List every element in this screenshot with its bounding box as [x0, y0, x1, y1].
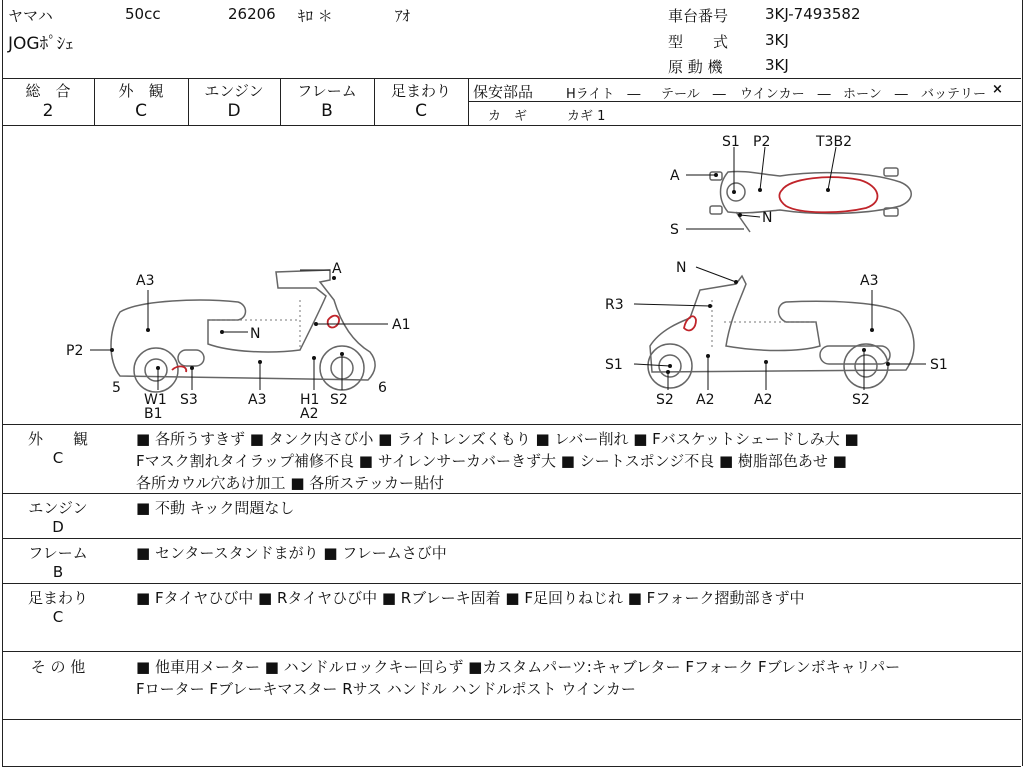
notes-engine-label: エンジン	[28, 499, 88, 517]
safety-headlight: Hライト ―	[566, 87, 641, 102]
label-n-left: N	[250, 326, 261, 342]
label-n: N	[762, 210, 773, 226]
notes-frame-line: ■ センタースタンドまがり ■ フレームさび中	[136, 544, 447, 562]
safety-horn: ホーン ―	[843, 87, 908, 102]
exterior-label: 外 観	[118, 82, 164, 100]
engine-label: 原 動 機	[668, 58, 723, 76]
label-a: A	[670, 168, 680, 184]
divider	[2, 424, 1021, 425]
label-a2-front: A2	[696, 392, 715, 408]
safety-battery: バッテリー	[921, 87, 987, 102]
lot-number: 26206	[228, 5, 276, 23]
label-6: 6	[378, 380, 387, 396]
notes-other-line: ■ 他車用メーター ■ ハンドルロックキー回らず ■カスタムパーツ:キャブレター Fフォーク Fブレンボキャリパー	[136, 658, 901, 676]
suspension-grade: C	[415, 101, 427, 121]
overall-grade: 2	[42, 101, 54, 121]
scooter-top-view	[686, 147, 911, 232]
notes-other-label: そ の 他	[30, 658, 86, 676]
engine-grade: D	[227, 101, 241, 121]
label-p2-left: P2	[66, 343, 84, 359]
notes-engine-line: ■ 不動 キック問題なし	[136, 499, 295, 517]
key-label: カ ギ	[488, 109, 528, 124]
damage-diagram	[0, 126, 1024, 424]
label-a2-left: A2	[300, 406, 319, 422]
color: ｱｵ	[395, 7, 411, 25]
notes-exterior-line: Fマスク割れタイラップ補修不良 ■ サイレンサーカバーきず大 ■ シートスポンジ不良 ■ 樹脂部色あせ ■	[136, 452, 847, 470]
notes-exterior-grade: C	[52, 449, 64, 467]
label-a3-top: A3	[136, 273, 155, 289]
label-t3b2: T3B2	[816, 134, 852, 150]
notes-exterior-line: ■ 各所うすきず ■ タンク内さび小 ■ ライトレンズくもり ■ レバー削れ ■ Fバスケットシェードしみ大 ■	[136, 430, 859, 448]
label-5: 5	[112, 380, 121, 396]
label-s1: S1	[722, 134, 740, 150]
label-s: S	[670, 222, 679, 238]
battery-status-mark: ×	[992, 82, 1003, 97]
label-s3: S3	[180, 392, 198, 408]
label-a3-bottom: A3	[248, 392, 267, 408]
notes-other-line: Fローター Fブレーキマスター Rサス ハンドル ハンドルポスト ウインカー	[136, 680, 636, 698]
notes-suspension-grade: C	[52, 608, 64, 626]
maker: ヤマハ	[8, 7, 53, 25]
notes-engine-grade: D	[52, 518, 64, 536]
displacement: 50cc	[125, 5, 161, 23]
divider	[2, 766, 1021, 767]
safety-winker: ウインカー ―	[740, 87, 831, 102]
divider	[2, 719, 1021, 720]
label-s1-right: S1	[930, 357, 948, 373]
notes-exterior-label: 外 観	[27, 430, 88, 448]
label-h1: H1	[300, 392, 320, 408]
notes-frame-label: フレーム	[28, 544, 88, 562]
frame-no-label: 車台番号	[668, 7, 729, 25]
scooter-left-view	[90, 270, 388, 392]
notes-frame-grade: B	[52, 563, 64, 581]
divider	[2, 583, 1021, 584]
label-b1: B1	[144, 406, 163, 422]
exterior-grade: C	[135, 101, 147, 121]
label-w1: W1	[144, 392, 167, 408]
divider	[2, 493, 1021, 494]
label-s2-left: S2	[330, 392, 348, 408]
divider	[468, 78, 469, 125]
zone-code: ｷﾛ ＊	[298, 7, 333, 25]
notes-suspension-label: 足まわり	[27, 589, 88, 607]
label-n-right: N	[676, 260, 687, 276]
divider	[2, 78, 1021, 79]
type-label: 型 式	[668, 33, 729, 51]
safety-title: 保安部品	[473, 83, 534, 101]
label-a2-mid: A2	[754, 392, 773, 408]
engine-grade-label: エンジン	[204, 82, 264, 100]
overall-label: 総 合	[25, 82, 71, 100]
frame-no: 3KJ-7493582	[765, 5, 861, 23]
label-a-handle: A	[332, 261, 342, 277]
divider	[2, 651, 1021, 652]
frame-grade: B	[321, 101, 333, 121]
suspension-grade-label: 足まわり	[390, 82, 451, 100]
scooter-right-view	[634, 267, 926, 390]
notes-suspension-line: ■ Fタイヤひび中 ■ Rタイヤひび中 ■ Rブレーキ固着 ■ F足回りねじれ ■ Fフォーク摺動部きず中	[136, 589, 805, 607]
model-name: JOGﾎﾟｼｪ	[8, 34, 74, 54]
type-value: 3KJ	[765, 31, 789, 49]
notes-exterior-line: 各所カウル穴あけ加工 ■ 各所ステッカー貼付	[136, 474, 444, 492]
label-r3: R3	[605, 297, 624, 313]
safety-taillight: テール ―	[661, 87, 726, 102]
key-value: カギ 1	[567, 109, 606, 124]
label-s2-front: S2	[656, 392, 674, 408]
label-a1: A1	[392, 317, 411, 333]
label-s1-left: S1	[605, 357, 623, 373]
frame-grade-label: フレーム	[297, 82, 357, 100]
label-s2-rear: S2	[852, 392, 870, 408]
label-a3-right: A3	[860, 273, 879, 289]
divider	[2, 538, 1021, 539]
label-p2: P2	[753, 134, 771, 150]
engine-value: 3KJ	[765, 56, 789, 74]
